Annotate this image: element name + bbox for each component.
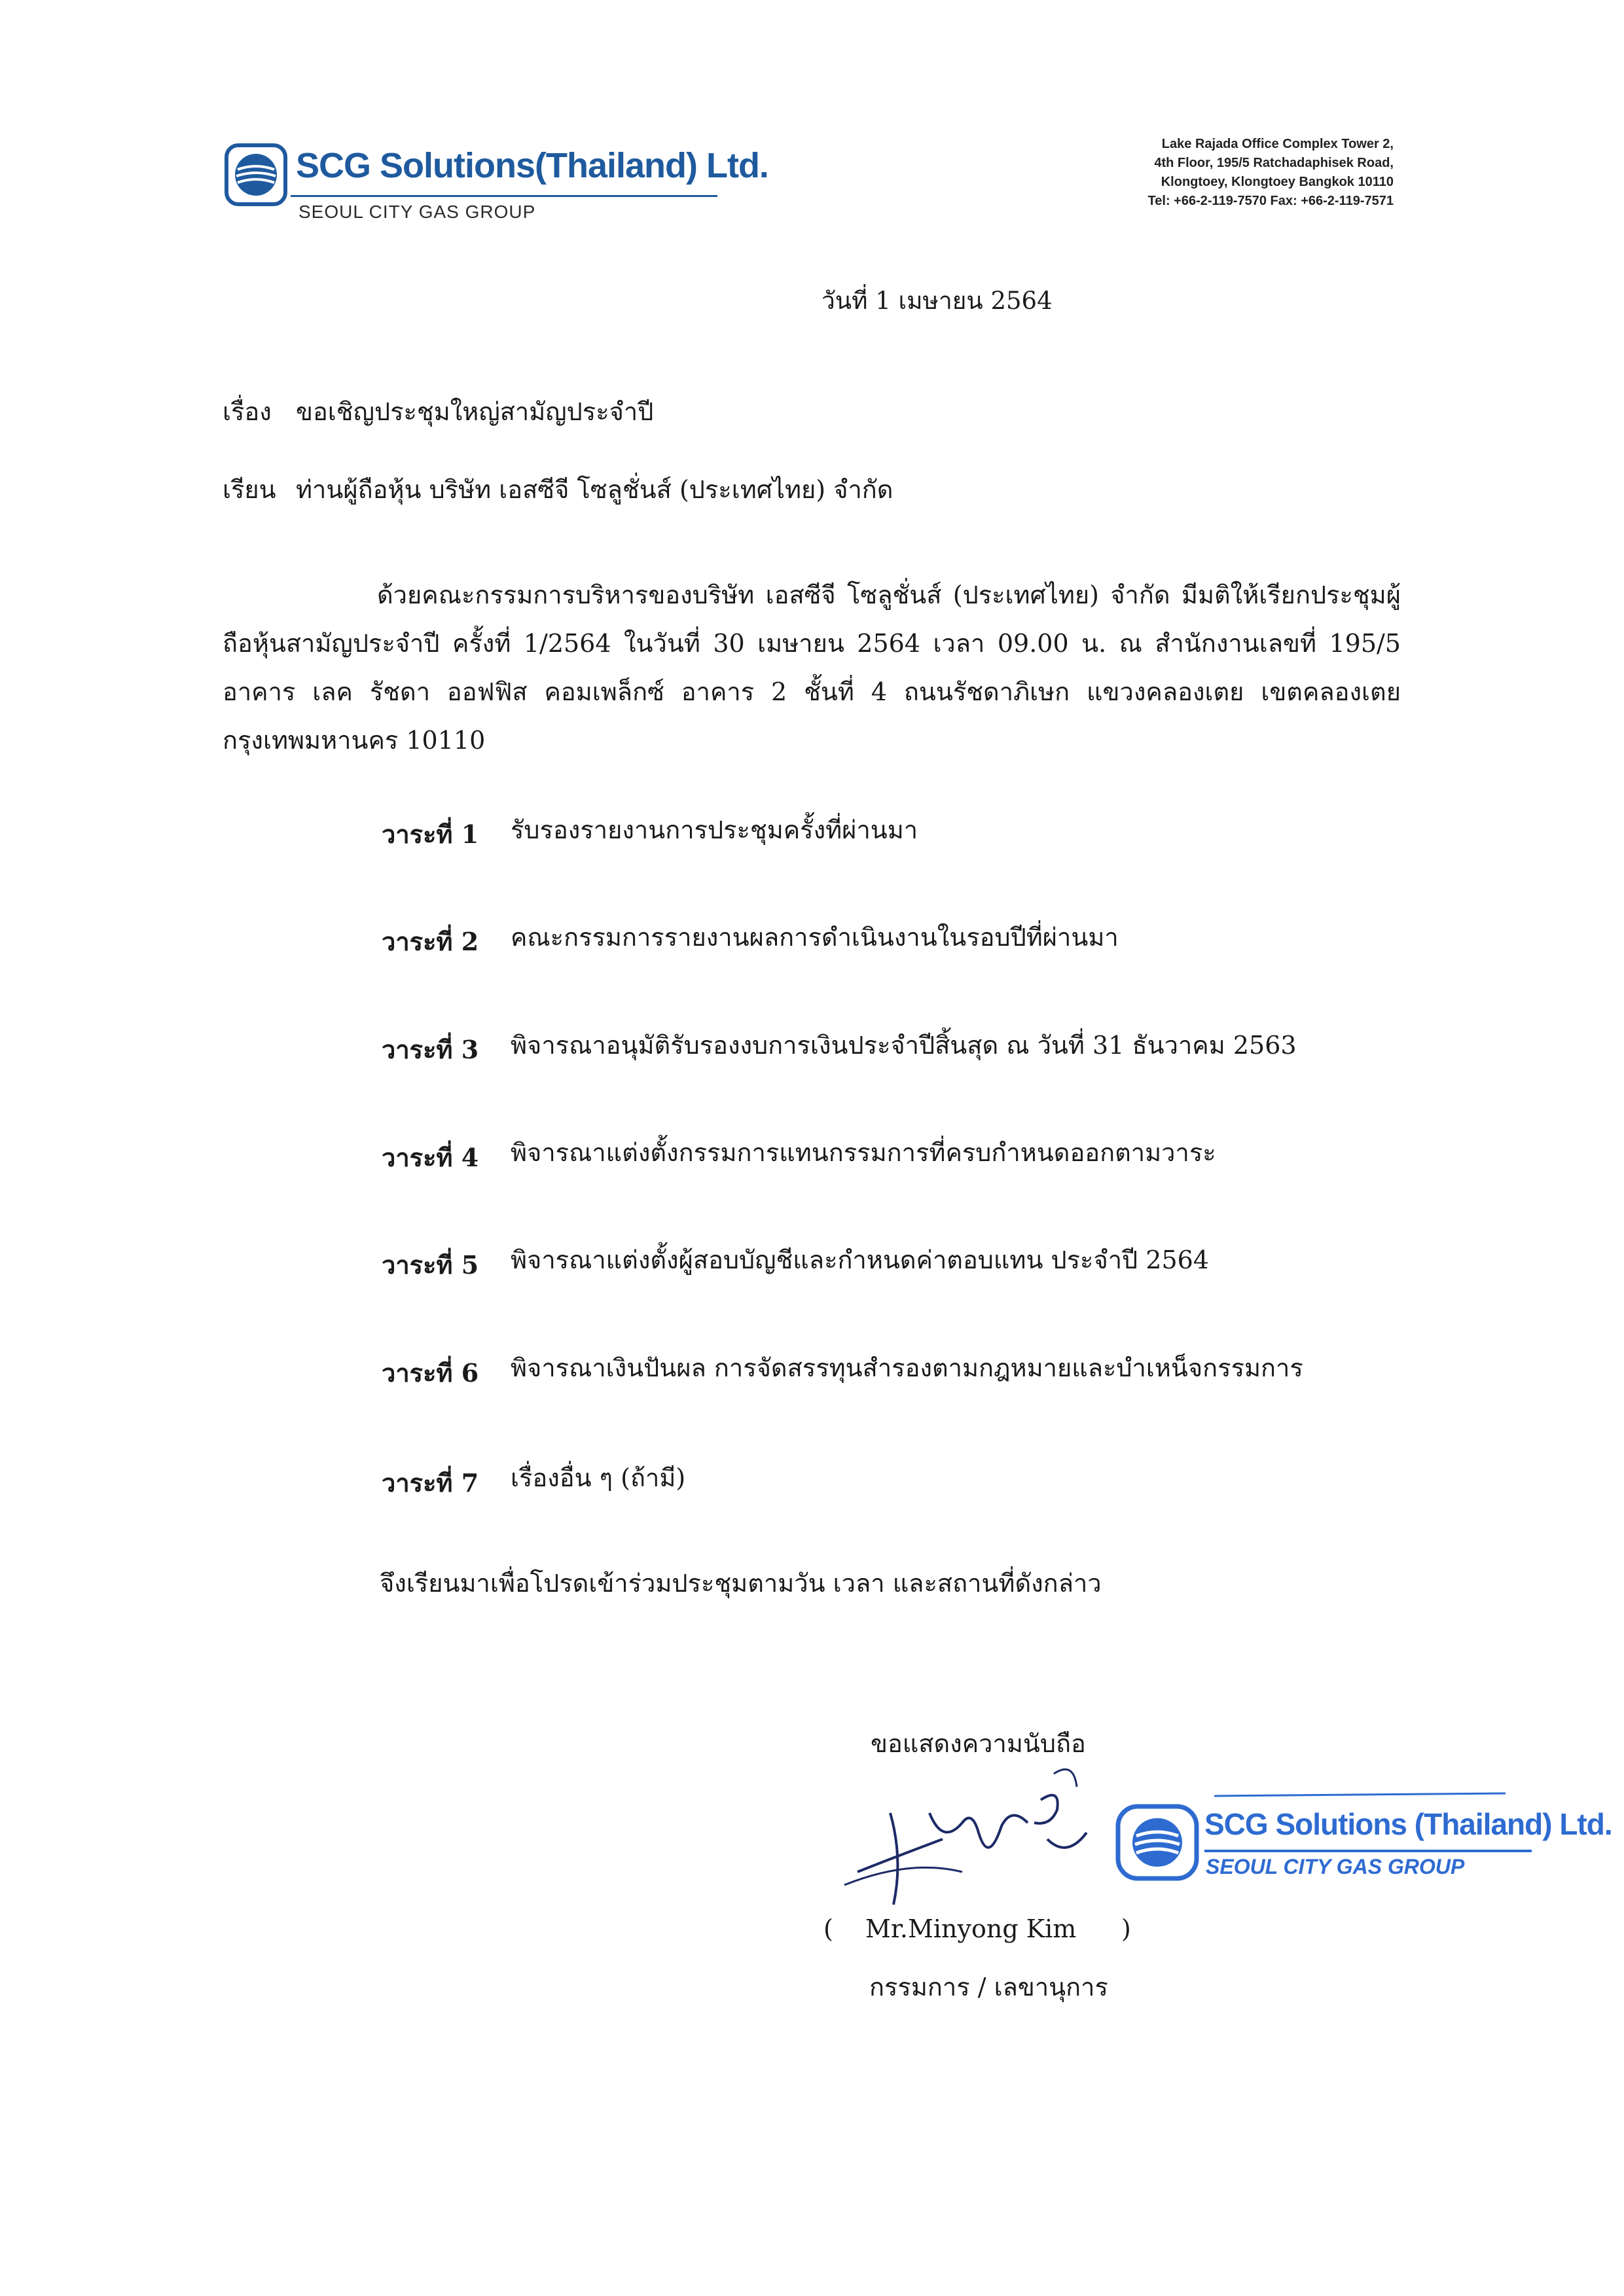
agenda-number: วาระที่ 7 — [382, 1468, 479, 1498]
agenda-text: พิจารณาแต่งตั้งผู้สอบบัญชีและกำหนดค่าตอบแทน ประจำปี 2564 — [511, 1246, 1209, 1274]
subject-text: ขอเชิญประชุมใหญ่สามัญประจำปี — [296, 397, 654, 426]
agenda-number: วาระที่ 5 — [382, 1250, 479, 1280]
agenda-number: วาระที่ 4 — [382, 1143, 479, 1172]
signature-graphic — [831, 1761, 1093, 1911]
signer-title: กรรมการ / เลขานุการ — [869, 1973, 1108, 2001]
company-stamp — [1113, 1787, 1612, 1885]
agenda-number: วาระที่ 2 — [382, 927, 479, 956]
agenda-text: พิจารณาอนุมัติรับรองงบการเงินประจำปีสิ้นสุด ณ วันที่ 31 ธันวาคม 2563 — [511, 1031, 1297, 1060]
agenda-text: รับรองรายงานการประชุมครั้งที่ผ่านมา — [511, 816, 918, 844]
address-line: 4th Floor, 195/5 Ratchadaphisek Road, — [1154, 156, 1394, 170]
letter-date: วันที่ 1 เมษายน 2564 — [821, 287, 1053, 315]
agenda-text: เรื่องอื่น ๆ (ถ้ามี) — [511, 1463, 686, 1492]
address-line: Tel: +66-2-119-7570 Fax: +66-2-119-7571 — [1147, 194, 1394, 208]
company-logo-icon — [225, 143, 287, 206]
closing-text: จึงเรียนมาเพื่อโปรดเข้าร่วมประชุมตามวัน เวลา และสถานที่ดังกล่าว — [380, 1569, 1102, 1598]
company-address — [1027, 135, 1394, 211]
agenda-number: วาระที่ 6 — [382, 1358, 479, 1388]
recipient-label: เรียน — [223, 475, 276, 504]
signer-name: Mr.Minyong Kim — [865, 1914, 1077, 1943]
company-group-name: SEOUL CITY GAS GROUP — [298, 202, 536, 222]
signer-close-paren: ) — [1121, 1914, 1131, 1943]
recipient-text: ท่านผู้ถือหุ้น บริษัท เอสซีจี โซลูชั่นส์ (ประเทศไทย) จำกัด — [296, 475, 893, 504]
regards-text: ขอแสดงความนับถือ — [871, 1729, 1086, 1758]
agenda-number: วาระที่ 1 — [382, 819, 479, 849]
stamp-company-name: SCG Solutions (Thailand) Ltd. — [1204, 1807, 1612, 1841]
letterhead-rule — [291, 195, 717, 197]
body-paragraph: ด้วยคณะกรรมการบริหารของบริษัท เอสซีจี โซลูชั่นส์ (ประเทศไทย) จำกัด มีมติให้เรียกประชุมผู้ถือหุ้นสามัญประจำปี ครั้งที่ 1/2564 ในวันที่ 30 เมษายน 2564 เวลา 09.00 น. ณ สำนักงานเลขที่ 195/5 อาคาร เลค รัชดา ออฟฟิส คอมเพล็กซ์ อาคาร 2 ชั้นที่ 4 ถนนรัชดาภิเษก แขวงคลองเตย เขตคลองเตย กรุงเทพมหานคร 10110 — [223, 581, 1401, 755]
agenda-text: พิจารณาแต่งตั้งกรรมการแทนกรรมการที่ครบกำหนดออกตามวาระ — [511, 1138, 1216, 1167]
agenda-number: วาระที่ 3 — [382, 1035, 479, 1064]
address-line: Klongtoey, Klongtoey Bangkok 10110 — [1161, 175, 1394, 189]
company-name: SCG Solutions(Thailand) Ltd. — [296, 146, 768, 185]
signer-open-paren: ( — [823, 1914, 833, 1943]
subject-label: เรื่อง — [223, 397, 272, 426]
agenda-text: คณะกรรมการรายงานผลการดำเนินงานในรอบปีที่ผ่านมา — [511, 923, 1119, 952]
agenda-text: พิจารณาเงินปันผล การจัดสรรทุนสำรองตามกฎหมายและบำเหน็จกรรมการ — [511, 1354, 1303, 1382]
stamp-group-name: SEOUL CITY GAS GROUP — [1206, 1855, 1465, 1878]
address-line: Lake Rajada Office Complex Tower 2, — [1161, 137, 1394, 151]
